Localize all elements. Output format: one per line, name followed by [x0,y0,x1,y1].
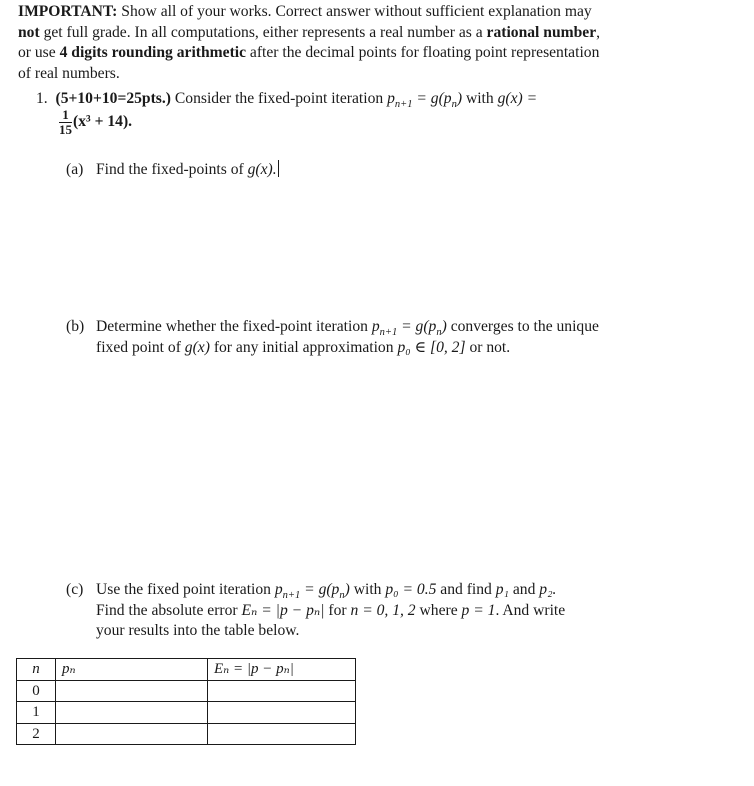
question-1-line-1: 1. (5+10+10=25pts.) Consider the fixed-point iteration $p_{n+1} = g(p_n)$ with g(x) = [36,90,538,111]
part-a: (a) Find the fixed-points of g(x). [66,161,277,178]
table-cell-input[interactable] [208,680,356,702]
table-cell-input[interactable] [208,702,356,724]
table-row: 0 [17,680,356,702]
table-row: 2 [17,723,356,745]
text-cursor [278,160,279,177]
question-1 [36,89,714,137]
part-b: (b) Determine whether the fixed-point iteration $p_{n+1} = g(p_n)$ converges to the unique fixed point of g(x) for any initial approximation p₀ ∈ [0, 2] or not. [66,318,599,356]
table-row: 1 [17,702,356,724]
points: (5+10+10=25pts.) [55,90,171,107]
instructions [18,2,712,84]
iteration-formula-c: $p_{n+1} = g(p_n)$ [274,581,350,602]
instructions-line-4: of real numbers. [18,64,120,82]
instructions-line-2: not get full grade. In all computations, either represents a real number as a rational number, [18,23,601,41]
part-c: (c) Use the fixed point iteration $p_{n+1} = g(p_n)$ with p₀ = 0.5 and find p₁ and p₂. Find the absolute error Eₙ = |p − pₙ| for n = 0, 1, 2 where p = 1. And write your results into the table below. [66,581,566,639]
results-table [16,658,356,745]
header-n: n [17,659,56,681]
table-cell-input[interactable] [56,702,208,724]
important-heading: IMPORTANT: [18,3,118,20]
iteration-formula: $p_{n+1} = g(p_n)$ [387,90,463,111]
instructions-line-3: or use 4 digits rounding arithmetic after the decimal points for floating point representation [18,44,600,61]
table-cell-input[interactable] [208,723,356,745]
table-cell-input[interactable] [56,680,208,702]
g-definition: $\frac{1}{15}$ (x³ + 14). [59,106,133,137]
iteration-formula-b: $p_{n+1} = g(p_n)$ [371,318,447,339]
instructions-line-1: IMPORTANT: Show all of your works. Correct answer without sufficient explanation may [18,3,592,20]
header-pn: pₙ [56,659,208,681]
fraction: $\frac{1}{15}$ [59,106,72,137]
header-en: Eₙ = |p − pₙ| [208,659,356,681]
table-cell-input[interactable] [56,723,208,745]
table-header-row [17,659,356,681]
